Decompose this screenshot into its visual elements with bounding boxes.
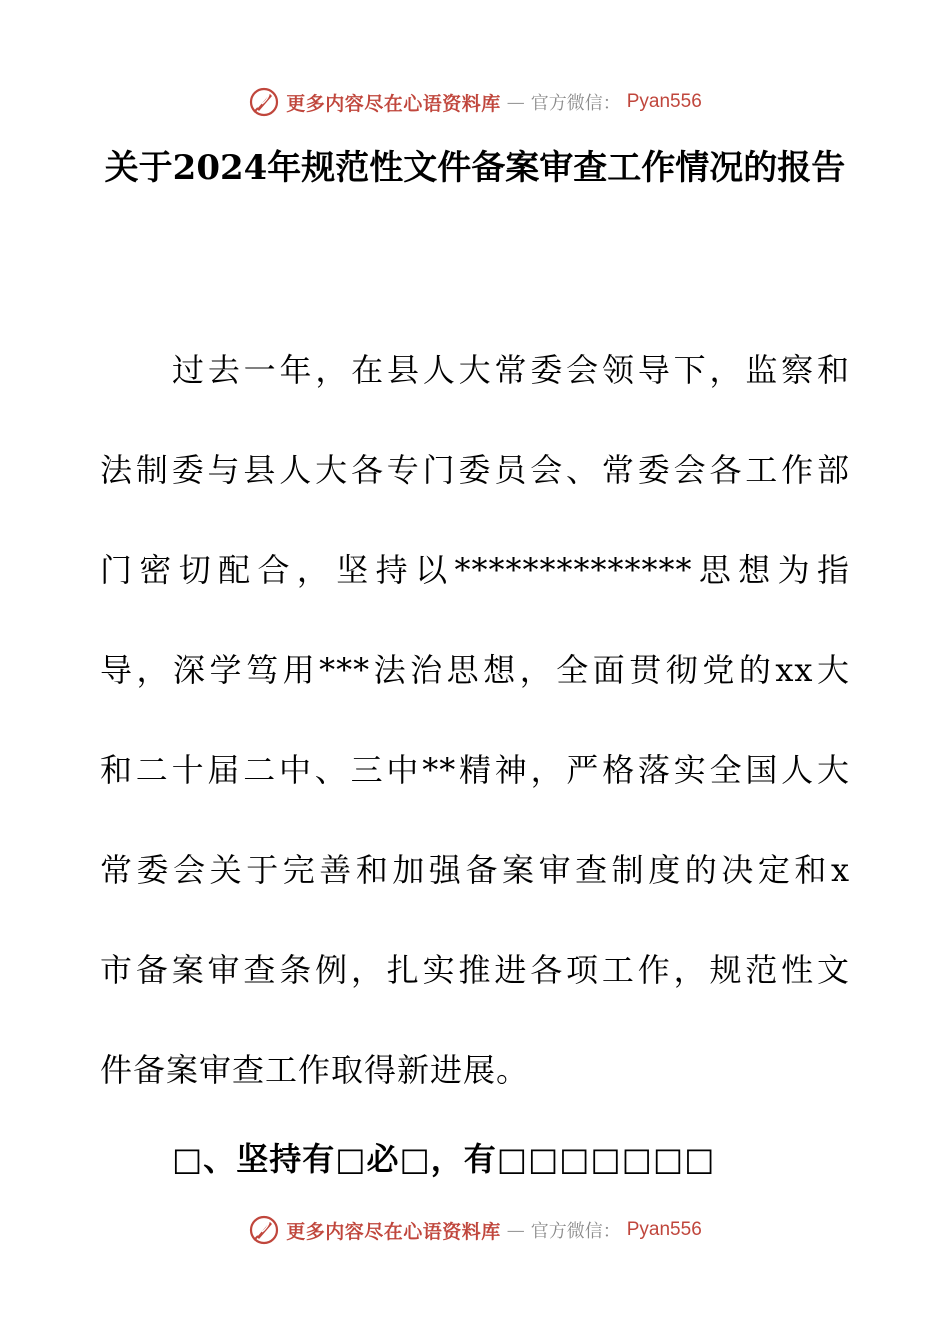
- watermark-footer: [0, 1210, 950, 1250]
- watermark-separator: —: [506, 91, 525, 113]
- body-line-2: 法制委与县人大各专门委员会、常委会各工作部: [100, 451, 850, 489]
- body-line-6: 常委会关于完善和加强备案审查制度的决定和x: [100, 851, 850, 889]
- document-title: 关于2024年规范性文件备案审查工作情况的报告: [104, 148, 846, 188]
- watermark-main-text: 更多内容尽在心语资料库: [286, 1220, 501, 1243]
- watermark-wechat-label: 官方微信：: [530, 1221, 621, 1242]
- section-heading: □、坚持有□必□，有□□□□□□□: [172, 1140, 716, 1178]
- body-line-1: 过去一年，在县人大常委会领导下，监察和: [172, 351, 850, 389]
- body-line-4: 导，深学笃用***法治思想，全面贯彻党的xx大: [100, 651, 850, 689]
- quill-pen-logo-icon: [248, 1214, 280, 1246]
- quill-pen-logo-icon: [248, 86, 280, 118]
- body-line-5: 和二十届二中、三中**精神，严格落实全国人大: [100, 751, 850, 789]
- body-paragraph: [100, 344, 850, 1144]
- body-line-7: 市备案审查条例，扎实推进各项工作，规范性文: [100, 951, 850, 989]
- watermark-main-text: 更多内容尽在心语资料库: [286, 92, 501, 115]
- watermark-header: [0, 82, 950, 122]
- body-line-3: 门密切配合，坚持以**************思想为指: [100, 551, 850, 589]
- body-line-8: 件备案审查工作取得新进展。: [100, 1051, 530, 1089]
- watermark-wechat-label: 官方微信：: [530, 93, 621, 114]
- watermark-separator: —: [506, 1219, 525, 1241]
- watermark-wechat-id: Pyan556: [626, 91, 702, 112]
- watermark-wechat-id: Pyan556: [626, 1219, 702, 1240]
